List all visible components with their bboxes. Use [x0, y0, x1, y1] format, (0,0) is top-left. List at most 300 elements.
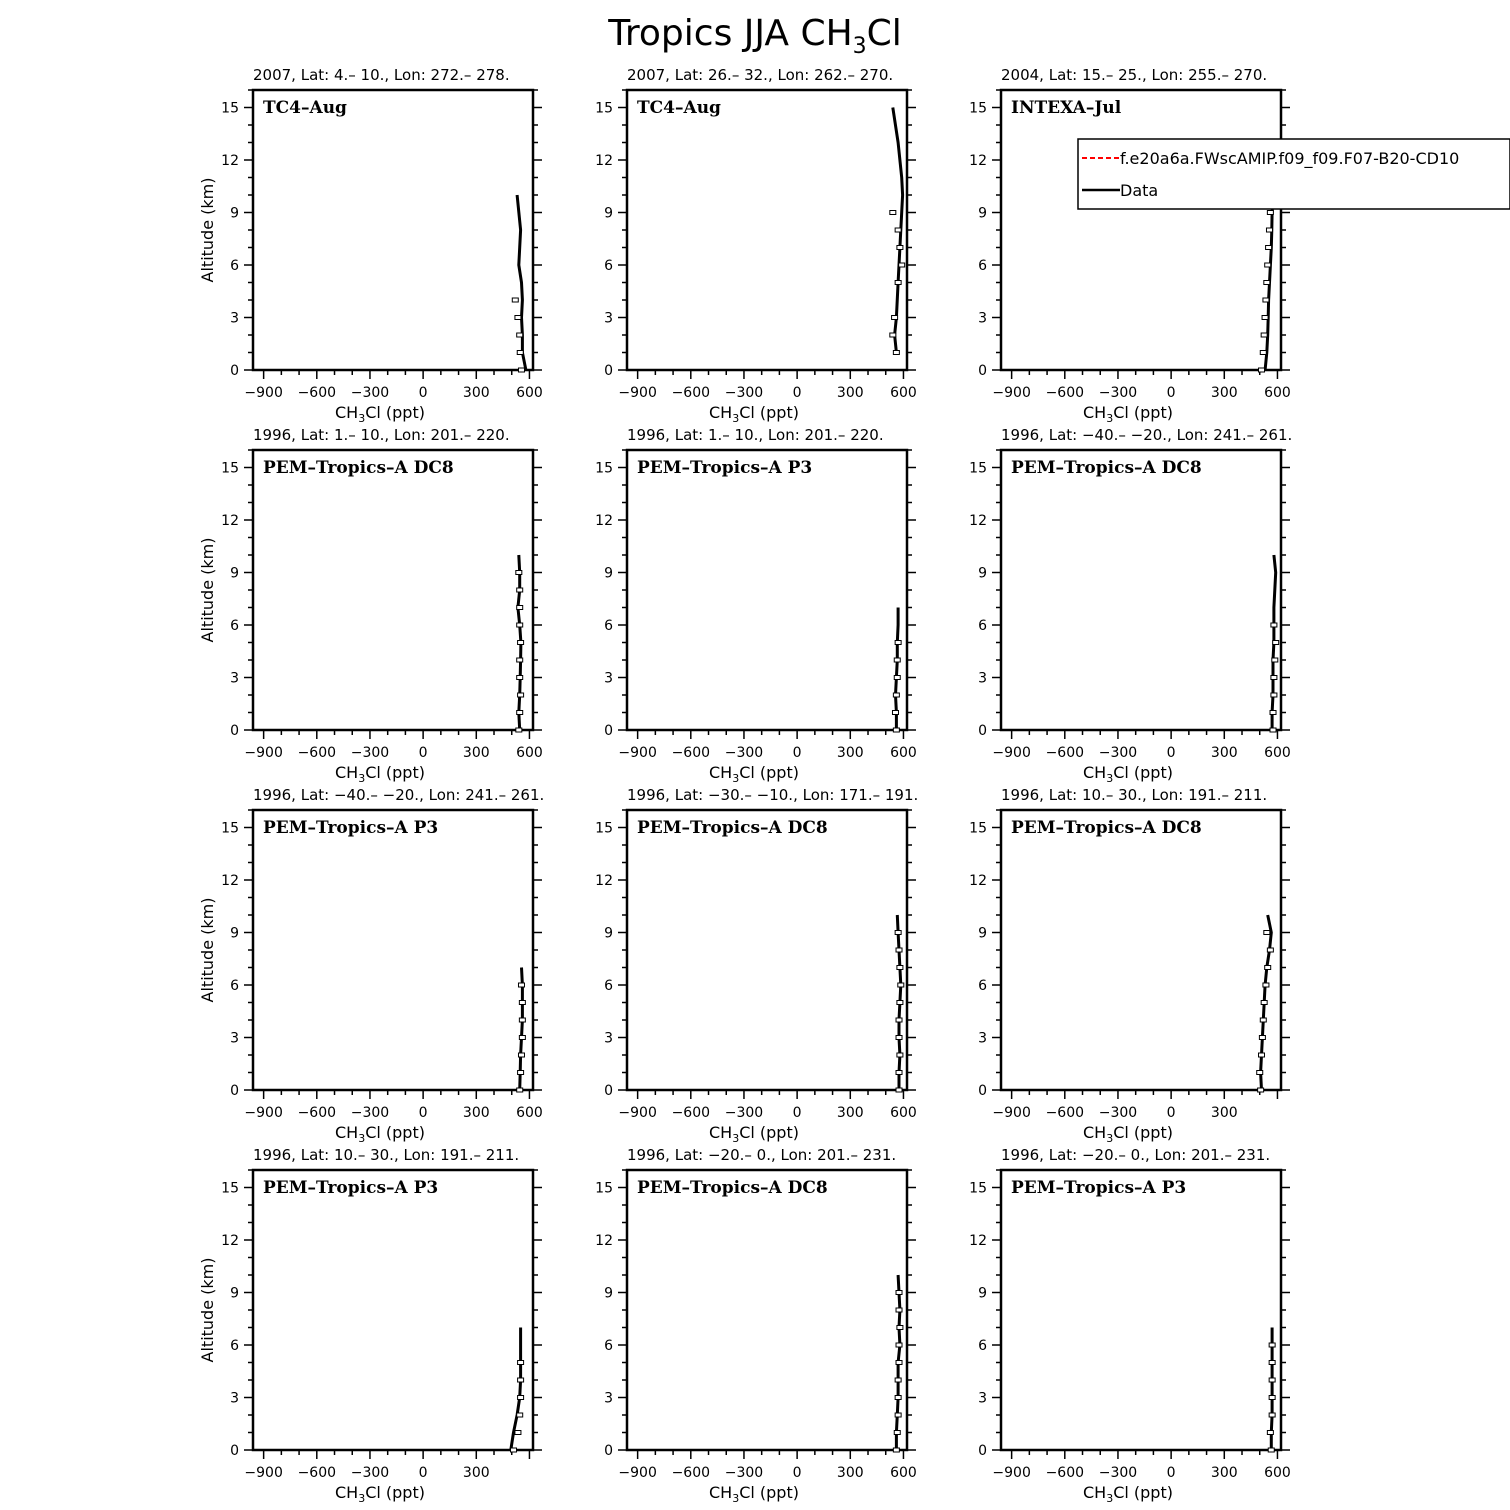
- x-axis-label-pre: CH: [1083, 1483, 1107, 1502]
- panel: [198, 786, 544, 1145]
- campaign-label: PEM–Tropics–A DC8: [263, 458, 454, 478]
- x-axis-label-post: Cl (ppt): [365, 763, 425, 782]
- campaign-label: PEM–Tropics–A DC8: [637, 1178, 828, 1198]
- data-point-marker: [893, 728, 899, 732]
- y-axis-label: Altitude (km): [198, 537, 217, 643]
- data-point-marker: [518, 1396, 524, 1400]
- plot-frame: [253, 450, 533, 730]
- x-axis-label-post: Cl (ppt): [1113, 763, 1173, 782]
- y-tick-label: 15: [595, 1180, 613, 1197]
- legend: [1078, 139, 1510, 209]
- data-point-marker: [895, 281, 901, 285]
- y-tick-label: 3: [978, 310, 987, 327]
- x-axis-label-pre: CH: [709, 403, 733, 422]
- x-tick-label: −900: [244, 745, 283, 761]
- data-point-marker: [518, 1053, 524, 1057]
- data-point-marker: [892, 711, 898, 715]
- x-tick-label: 300: [836, 1465, 864, 1481]
- data-point-marker: [1259, 1036, 1265, 1040]
- legend-model-label: f.e20a6a.FWscAMIP.f09_f09.F07-B20-CD10: [1120, 149, 1460, 168]
- data-point-marker: [1271, 693, 1277, 697]
- x-tick-label: −300: [724, 385, 764, 401]
- data-point-marker: [517, 658, 523, 662]
- x-tick-label: 600: [890, 745, 917, 761]
- y-tick-label: 9: [604, 565, 613, 582]
- y-tick-label: 9: [978, 925, 987, 942]
- y-tick-label: 6: [604, 1338, 613, 1354]
- x-axis-label-sub: 3: [1106, 1132, 1114, 1145]
- panel: [198, 1146, 542, 1505]
- data-point-marker: [518, 983, 524, 987]
- x-tick-label: 0: [1166, 385, 1176, 401]
- plot-frame: [627, 90, 907, 370]
- y-tick-label: 9: [230, 925, 239, 942]
- x-tick-label: 0: [792, 385, 802, 401]
- data-point-marker: [517, 711, 523, 715]
- data-point-marker: [515, 1431, 521, 1435]
- panel: [198, 66, 543, 425]
- x-axis-label-sub: 3: [358, 1132, 366, 1145]
- y-tick-label: 3: [604, 1030, 613, 1047]
- x-tick-label: −300: [1098, 385, 1138, 401]
- y-tick-label: 3: [230, 310, 239, 327]
- campaign-label: PEM–Tropics–A P3: [637, 458, 813, 478]
- data-point-marker: [899, 263, 905, 267]
- panel-header: 2007, Lat: 26.– 32., Lon: 262.– 270.: [627, 66, 894, 84]
- data-point-marker: [1266, 246, 1272, 250]
- x-axis-label-pre: CH: [335, 763, 359, 782]
- y-tick-label: 12: [969, 153, 987, 169]
- campaign-label: INTEXA–Jul: [1011, 98, 1122, 118]
- panel-header: 1996, Lat: −40.– −20., Lon: 241.– 261.: [253, 786, 545, 804]
- y-tick-label: 9: [230, 1285, 239, 1302]
- data-point-marker: [896, 1071, 902, 1075]
- x-tick-label: 600: [516, 385, 543, 401]
- data-point-marker: [519, 1001, 525, 1005]
- x-tick-label: −600: [1045, 385, 1085, 401]
- data-point-marker: [517, 623, 523, 627]
- x-tick-label: 600: [516, 745, 543, 761]
- x-axis-label: [709, 763, 799, 785]
- y-tick-label: 15: [221, 1180, 239, 1197]
- x-axis-label-sub: 3: [1106, 772, 1114, 785]
- x-axis-label-pre: CH: [335, 403, 359, 422]
- panel-header: 2007, Lat: 4.– 10., Lon: 272.– 278.: [253, 66, 510, 84]
- y-tick-label: 15: [595, 460, 613, 477]
- data-point-marker: [518, 1361, 524, 1365]
- data-point-marker: [1262, 316, 1268, 320]
- panel: [969, 66, 1291, 425]
- data-point-marker: [897, 966, 903, 970]
- x-axis-label-post: Cl (ppt): [1113, 403, 1173, 422]
- y-tick-label: 12: [969, 513, 987, 529]
- x-tick-label: −600: [1045, 745, 1085, 761]
- y-tick-label: 12: [221, 1233, 239, 1249]
- campaign-label: TC4–Aug: [637, 98, 721, 118]
- data-point-marker: [1267, 948, 1273, 952]
- x-tick-label: −900: [992, 745, 1031, 761]
- y-tick-label: 0: [604, 1083, 613, 1099]
- y-tick-label: 3: [230, 1030, 239, 1047]
- y-tick-label: 3: [604, 1390, 613, 1407]
- x-axis-label: [1083, 1483, 1173, 1505]
- x-tick-label: −900: [244, 1465, 283, 1481]
- x-tick-label: 0: [1166, 745, 1176, 761]
- y-tick-label: 6: [604, 978, 613, 994]
- y-tick-label: 15: [969, 1180, 987, 1197]
- y-tick-label: 0: [978, 1443, 987, 1459]
- y-tick-label: 9: [604, 925, 613, 942]
- y-tick-label: 3: [230, 1390, 239, 1407]
- x-axis-label: [1083, 403, 1173, 425]
- x-tick-label: −300: [350, 385, 390, 401]
- figure-title-sub: 3: [852, 34, 867, 59]
- y-tick-label: 12: [221, 153, 239, 169]
- y-tick-label: 0: [230, 363, 239, 379]
- data-point-marker: [896, 1308, 902, 1312]
- data-point-marker: [894, 1431, 900, 1435]
- campaign-label: PEM–Tropics–A DC8: [1011, 818, 1202, 838]
- y-axis-label: Altitude (km): [198, 177, 217, 283]
- x-tick-label: 0: [418, 1105, 428, 1121]
- x-tick-label: −600: [671, 745, 711, 761]
- data-point-marker: [1261, 1001, 1267, 1005]
- data-series-line: [517, 195, 526, 370]
- x-axis-label-pre: CH: [335, 1483, 359, 1502]
- panel-header: 1996, Lat: 10.– 30., Lon: 191.– 211.: [253, 1146, 520, 1164]
- x-axis-label-pre: CH: [1083, 763, 1107, 782]
- x-tick-label: 300: [836, 1105, 864, 1121]
- y-tick-label: 15: [595, 100, 613, 117]
- y-tick-label: 6: [604, 618, 613, 634]
- campaign-label: PEM–Tropics–A DC8: [637, 818, 828, 838]
- data-point-marker: [890, 211, 896, 215]
- y-tick-label: 15: [221, 460, 239, 477]
- data-point-marker: [1270, 711, 1276, 715]
- panel-header: 1996, Lat: 1.– 10., Lon: 201.– 220.: [253, 426, 510, 444]
- x-tick-label: −600: [297, 385, 337, 401]
- x-axis-label: [335, 1483, 425, 1505]
- x-tick-label: −300: [1098, 745, 1138, 761]
- y-tick-label: 6: [230, 978, 239, 994]
- x-tick-label: 0: [792, 745, 802, 761]
- plot-frame: [253, 90, 533, 370]
- y-tick-label: 15: [969, 820, 987, 837]
- data-point-marker: [515, 316, 521, 320]
- x-tick-label: 0: [418, 385, 428, 401]
- x-tick-label: −300: [350, 1465, 390, 1481]
- campaign-label: PEM–Tropics–A P3: [1011, 1178, 1187, 1198]
- data-point-marker: [1257, 1071, 1263, 1075]
- data-point-marker: [893, 1448, 899, 1452]
- x-tick-label: −900: [992, 385, 1031, 401]
- data-point-marker: [895, 641, 901, 645]
- x-axis-label-post: Cl (ppt): [739, 1123, 799, 1142]
- plot-frame: [627, 810, 907, 1090]
- x-tick-label: −300: [1098, 1465, 1138, 1481]
- data-point-marker: [1272, 658, 1278, 662]
- y-tick-label: 0: [978, 723, 987, 739]
- panel: [198, 426, 543, 785]
- panel-header: 1996, Lat: −20.– 0., Lon: 201.– 231.: [627, 1146, 897, 1164]
- plot-frame: [1001, 1170, 1281, 1450]
- data-point-marker: [1269, 1361, 1275, 1365]
- x-axis-label: [709, 1123, 799, 1145]
- data-point-marker: [894, 676, 900, 680]
- x-tick-label: −900: [618, 1105, 657, 1121]
- x-tick-label: 300: [836, 385, 864, 401]
- data-point-marker: [1260, 351, 1266, 355]
- data-point-marker: [518, 693, 524, 697]
- x-axis-label-pre: CH: [1083, 403, 1107, 422]
- data-point-marker: [517, 588, 523, 592]
- plot-frame: [627, 450, 907, 730]
- data-point-marker: [1259, 1053, 1265, 1057]
- x-tick-label: −300: [350, 1105, 390, 1121]
- x-axis-label-post: Cl (ppt): [1113, 1483, 1173, 1502]
- x-tick-label: 600: [890, 1465, 917, 1481]
- y-tick-label: 0: [604, 363, 613, 379]
- y-tick-label: 6: [230, 618, 239, 634]
- y-tick-label: 6: [978, 258, 987, 274]
- y-tick-label: 9: [230, 205, 239, 222]
- panel: [969, 786, 1290, 1145]
- panel: [969, 1146, 1291, 1505]
- x-tick-label: 600: [1264, 1465, 1291, 1481]
- x-tick-label: 300: [1210, 1465, 1238, 1481]
- x-axis-label: [1083, 763, 1173, 785]
- data-point-marker: [518, 368, 524, 372]
- data-point-marker: [897, 1326, 903, 1330]
- data-point-marker: [894, 658, 900, 662]
- x-tick-label: −900: [618, 745, 657, 761]
- x-axis-label-sub: 3: [732, 1132, 740, 1145]
- x-tick-label: 600: [1264, 385, 1291, 401]
- x-tick-label: −600: [1045, 1105, 1085, 1121]
- data-point-marker: [1259, 368, 1265, 372]
- data-point-marker: [1261, 333, 1267, 337]
- y-tick-label: 12: [969, 873, 987, 889]
- x-axis-label: [709, 403, 799, 425]
- y-tick-label: 6: [978, 978, 987, 994]
- x-tick-label: 0: [1166, 1105, 1176, 1121]
- x-axis-label-pre: CH: [335, 1123, 359, 1142]
- y-tick-label: 3: [978, 1390, 987, 1407]
- data-point-marker: [1268, 1448, 1274, 1452]
- x-tick-label: 300: [462, 745, 490, 761]
- plot-frame: [1001, 810, 1281, 1090]
- x-axis-label-post: Cl (ppt): [1113, 1123, 1173, 1142]
- data-point-marker: [1260, 1018, 1266, 1022]
- y-tick-label: 12: [595, 153, 613, 169]
- figure-title: [607, 13, 902, 59]
- data-point-marker: [896, 948, 902, 952]
- y-tick-label: 6: [978, 1338, 987, 1354]
- data-point-marker: [896, 1343, 902, 1347]
- data-point-marker: [518, 1378, 524, 1382]
- data-point-marker: [1265, 263, 1271, 267]
- data-point-marker: [1269, 1396, 1275, 1400]
- y-tick-label: 3: [604, 670, 613, 687]
- x-axis-label-pre: CH: [709, 763, 733, 782]
- x-tick-label: −900: [618, 1465, 657, 1481]
- x-tick-label: −300: [724, 1465, 764, 1481]
- x-tick-label: 0: [418, 1465, 428, 1481]
- campaign-label: PEM–Tropics–A DC8: [1011, 458, 1202, 478]
- x-tick-label: −600: [671, 1105, 711, 1121]
- x-axis-label-post: Cl (ppt): [739, 403, 799, 422]
- panel: [595, 1146, 917, 1505]
- data-point-marker: [893, 351, 899, 355]
- x-tick-label: 0: [1166, 1465, 1176, 1481]
- panel-header: 1996, Lat: 1.– 10., Lon: 201.– 220.: [627, 426, 884, 444]
- y-tick-label: 15: [221, 100, 239, 117]
- data-point-marker: [895, 1413, 901, 1417]
- data-point-marker: [1266, 228, 1272, 232]
- x-tick-label: −600: [1045, 1465, 1085, 1481]
- figure-title-tail: Cl: [866, 13, 902, 54]
- x-tick-label: −900: [992, 1465, 1031, 1481]
- figure-title-main: Tropics JJA CH: [608, 13, 853, 54]
- data-point-marker: [1265, 966, 1271, 970]
- y-tick-label: 6: [978, 618, 987, 634]
- y-axis-label: Altitude (km): [198, 1257, 217, 1363]
- x-tick-label: 600: [890, 385, 917, 401]
- panel-header: 2004, Lat: 15.– 25., Lon: 255.– 270.: [1001, 66, 1268, 84]
- data-point-marker: [897, 246, 903, 250]
- y-tick-label: 9: [978, 205, 987, 222]
- y-tick-label: 15: [969, 100, 987, 117]
- x-axis-label-post: Cl (ppt): [365, 403, 425, 422]
- data-point-marker: [519, 1036, 525, 1040]
- y-tick-label: 0: [978, 1083, 987, 1099]
- data-point-marker: [516, 728, 522, 732]
- data-point-marker: [518, 641, 524, 645]
- data-point-marker: [1271, 623, 1277, 627]
- y-tick-label: 3: [978, 670, 987, 687]
- y-tick-label: 3: [978, 1030, 987, 1047]
- y-tick-label: 9: [604, 205, 613, 222]
- data-point-marker: [895, 1378, 901, 1382]
- panel-header: 1996, Lat: −20.– 0., Lon: 201.– 231.: [1001, 1146, 1271, 1164]
- data-point-marker: [519, 1018, 525, 1022]
- y-tick-label: 9: [978, 1285, 987, 1302]
- x-axis-label-sub: 3: [732, 772, 740, 785]
- data-point-marker: [1270, 728, 1276, 732]
- y-tick-label: 15: [595, 820, 613, 837]
- data-point-marker: [1264, 931, 1270, 935]
- y-tick-label: 0: [604, 1443, 613, 1459]
- data-point-marker: [1258, 1088, 1264, 1092]
- panel: [595, 786, 918, 1145]
- panel-header: 1996, Lat: −30.– −10., Lon: 171.– 191.: [627, 786, 919, 804]
- data-point-marker: [518, 1071, 524, 1075]
- x-tick-label: 300: [462, 385, 490, 401]
- x-axis-label: [1083, 1123, 1173, 1145]
- x-tick-label: −600: [671, 1465, 711, 1481]
- plot-frame: [253, 810, 533, 1090]
- y-tick-label: 12: [595, 1233, 613, 1249]
- data-point-marker: [1273, 641, 1279, 645]
- x-axis-label: [709, 1483, 799, 1505]
- x-tick-label: −300: [724, 1105, 764, 1121]
- x-axis-label-post: Cl (ppt): [365, 1483, 425, 1502]
- x-tick-label: 600: [516, 1105, 543, 1121]
- y-tick-label: 0: [230, 723, 239, 739]
- x-tick-label: −600: [297, 745, 337, 761]
- x-axis-label-pre: CH: [1083, 1123, 1107, 1142]
- x-tick-label: 300: [836, 745, 864, 761]
- data-point-marker: [1263, 298, 1269, 302]
- y-tick-label: 12: [595, 873, 613, 889]
- data-point-marker: [895, 1396, 901, 1400]
- x-axis-label-sub: 3: [1106, 412, 1114, 425]
- data-point-marker: [517, 1413, 523, 1417]
- x-axis-label: [335, 1123, 425, 1145]
- data-point-marker: [517, 333, 523, 337]
- x-tick-label: −300: [724, 745, 764, 761]
- x-tick-label: −600: [297, 1105, 337, 1121]
- plot-frame: [1001, 450, 1281, 730]
- data-point-marker: [896, 1291, 902, 1295]
- data-point-marker: [517, 1088, 523, 1092]
- x-tick-label: 600: [890, 1105, 917, 1121]
- data-point-marker: [1269, 1378, 1275, 1382]
- x-axis-label-sub: 3: [1106, 1492, 1114, 1505]
- y-tick-label: 3: [604, 310, 613, 327]
- plot-frame: [253, 1170, 533, 1450]
- data-point-marker: [895, 931, 901, 935]
- data-point-marker: [893, 693, 899, 697]
- x-tick-label: 300: [462, 1465, 490, 1481]
- x-axis-label-pre: CH: [709, 1123, 733, 1142]
- panel: [595, 426, 917, 785]
- data-point-marker: [892, 316, 898, 320]
- legend-data-label: Data: [1120, 181, 1159, 200]
- data-point-marker: [896, 1018, 902, 1022]
- campaign-label: TC4–Aug: [263, 98, 347, 118]
- x-tick-label: −600: [671, 385, 711, 401]
- data-point-marker: [517, 676, 523, 680]
- y-axis-label: Altitude (km): [198, 897, 217, 1003]
- x-axis-label: [335, 403, 425, 425]
- data-point-marker: [1267, 211, 1273, 215]
- panels: [198, 66, 1292, 1505]
- campaign-label: PEM–Tropics–A P3: [263, 1178, 439, 1198]
- data-point-marker: [898, 983, 904, 987]
- data-point-marker: [1267, 1431, 1273, 1435]
- data-point-marker: [897, 1053, 903, 1057]
- campaign-label: PEM–Tropics–A P3: [263, 818, 439, 838]
- data-point-marker: [896, 1361, 902, 1365]
- x-axis-label-pre: CH: [709, 1483, 733, 1502]
- panel-header: 1996, Lat: −40.– −20., Lon: 241.– 261.: [1001, 426, 1293, 444]
- x-axis-label-sub: 3: [358, 412, 366, 425]
- panel-header: 1996, Lat: 10.– 30., Lon: 191.– 211.: [1001, 786, 1268, 804]
- y-tick-label: 6: [230, 1338, 239, 1354]
- x-axis-label-sub: 3: [732, 1492, 740, 1505]
- data-point-marker: [1271, 676, 1277, 680]
- x-tick-label: 300: [462, 1105, 490, 1121]
- x-tick-label: 300: [1210, 745, 1238, 761]
- y-tick-label: 3: [230, 670, 239, 687]
- data-point-marker: [896, 1088, 902, 1092]
- x-tick-label: −300: [350, 745, 390, 761]
- x-tick-label: 300: [1210, 1105, 1238, 1121]
- panel: [969, 426, 1292, 785]
- y-tick-label: 6: [230, 258, 239, 274]
- y-tick-label: 0: [604, 723, 613, 739]
